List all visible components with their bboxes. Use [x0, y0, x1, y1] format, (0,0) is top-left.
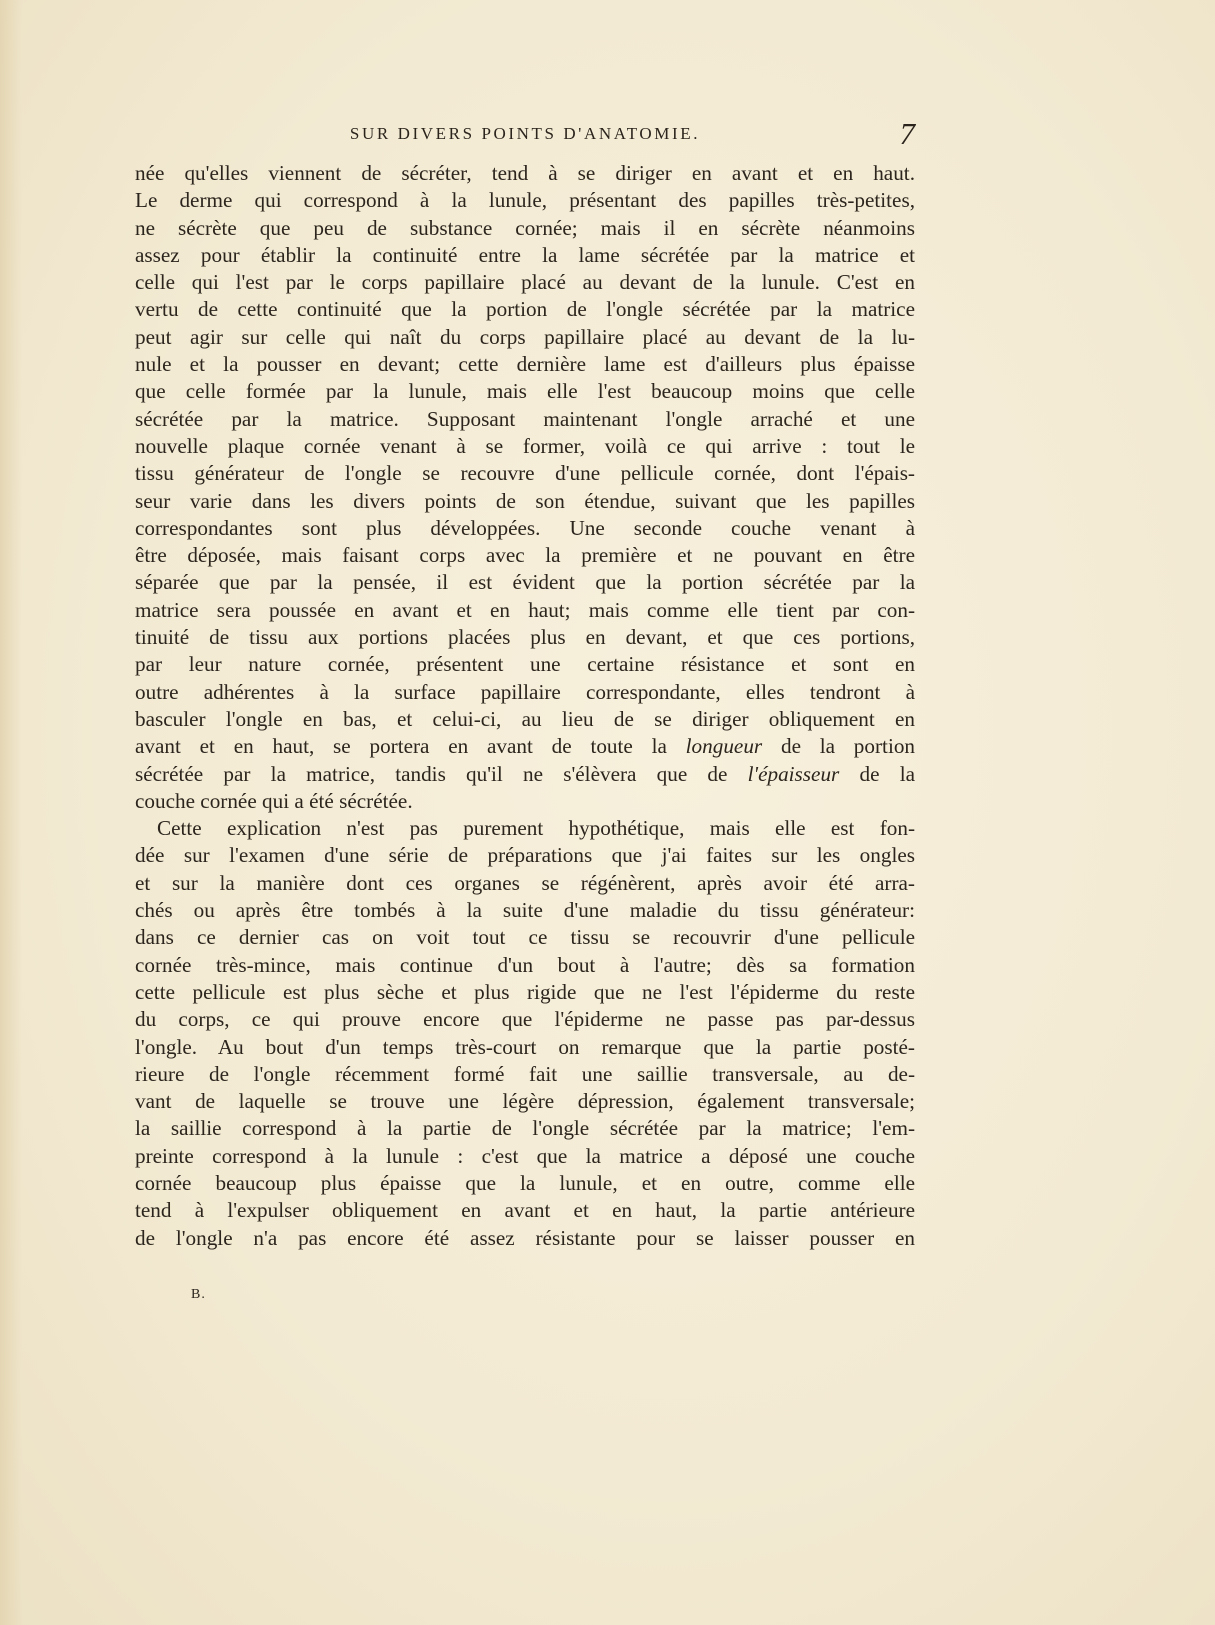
text-line: que celle formée par la lunule, mais elle l'est beaucoup moins que celle [135, 379, 915, 404]
text-line: outre adhérentes à la surface papillaire correspondante, elles tendront à [135, 679, 915, 704]
text-line: dée sur l'examen d'une série de préparations que j'ai faites sur les ongles [135, 843, 915, 868]
text-line: être déposée, mais faisant corps avec la première et ne pouvant en être [135, 543, 915, 568]
text-line: par leur nature cornée, présentent une certaine résistance et sont en [135, 652, 915, 677]
text-line: l'ongle. Au bout d'un temps très-court on remarque que la partie posté- [135, 1034, 915, 1059]
text-line: tend à l'expulser obliquement en avant et en haut, la partie antérieure [135, 1198, 915, 1223]
text-line: seur varie dans les divers points de son étendue, suivant que les papilles [135, 488, 915, 513]
text-line: correspondantes sont plus développées. Une seconde couche venant à [135, 515, 915, 540]
text-segment: de la portion [780, 734, 916, 759]
text-line-mixed [135, 733, 915, 760]
text-line: ne sécrète que peu de substance cornée; mais il en sécrète néanmoins [135, 215, 915, 240]
text-line: peut agir sur celle qui naît du corps papillaire placé au devant de la lu- [135, 324, 915, 349]
text-line: née qu'elles viennent de sécréter, tend à se diriger en avant et en haut. [135, 161, 915, 185]
text-line: preinte correspond à la lunule : c'est que la matrice a déposé une couche [135, 1143, 915, 1168]
text-line: nouvelle plaque cornée venant à se former, voilà ce qui arrive : tout le [135, 433, 915, 458]
text-line: vertu de cette continuité que la portion de l'ongle sécrétée par la matrice [135, 297, 915, 322]
paragraph-end-line: couche cornée qui a été sécrétée. [135, 788, 413, 813]
text-segment: de la [859, 761, 916, 786]
text-line-mixed [135, 761, 915, 788]
text-line: celle qui l'est par le corps papillaire placé au devant de la lunule. C'est en [135, 270, 915, 295]
paragraph-start-line: Cette explication n'est pas purement hypothétique, mais elle est fon- [157, 816, 915, 841]
text-segment: sécrétée par la matrice, tandis qu'il ne s'élèvera que de [135, 761, 728, 786]
text-line: dans ce dernier cas on voit tout ce tissu se recouvrir d'une pellicule [135, 925, 915, 950]
text-line: du corps, ce qui prouve encore que l'épiderme ne passe pas par-dessus [135, 1007, 915, 1032]
italic-word-epaisseur: l'épaisseur [747, 761, 840, 786]
text-segment: avant et en haut, se portera en avant de toute la [135, 734, 667, 759]
text-line: assez pour établir la continuité entre la lame sécrétée par la matrice et [135, 242, 915, 267]
text-line: basculer l'ongle en bas, et celui-ci, au lieu de se diriger obliquement en [135, 706, 915, 731]
signature-mark: B. [191, 1287, 206, 1302]
text-line: nule et la pousser en devant; cette dernière lame est d'ailleurs plus épaisse [135, 352, 915, 377]
text-line: tinuité de tissu aux portions placées plus en devant, et que ces portions, [135, 625, 915, 650]
text-line: matrice sera poussée en avant et en haut; mais comme elle tient par con- [135, 597, 915, 622]
text-line: cette pellicule est plus sèche et plus rigide que ne l'est l'épiderme du reste [135, 979, 915, 1004]
text-line: rieure de l'ongle récemment formé fait une saillie transversale, au de- [135, 1061, 915, 1086]
text-line: tissu générateur de l'ongle se recouvre d'une pellicule cornée, dont l'épais- [135, 461, 915, 486]
text-line: la saillie correspond à la partie de l'ongle sécrétée par la matrice; l'em- [135, 1116, 915, 1141]
text-line: Le derme qui correspond à la lunule, présentant des papilles très-petites, [135, 188, 915, 213]
running-title: SUR DIVERS POINTS D'ANATOMIE. [349, 124, 701, 143]
text-line: cornée beaucoup plus épaisse que la lunule, et en outre, comme elle [135, 1170, 915, 1195]
body-text [135, 160, 915, 1252]
text-line: de l'ongle n'a pas encore été assez résistante pour se laisser pousser en [135, 1225, 915, 1250]
page-gutter-shade [0, 0, 22, 1625]
text-line: séparée que par la pensée, il est évident que la portion sécrétée par la [135, 570, 915, 595]
text-line: et sur la manière dont ces organes se régénèrent, après avoir été arra- [135, 870, 915, 895]
italic-word-longueur: longueur [685, 734, 763, 759]
page-header [135, 116, 915, 151]
text-line: cornée très-mince, mais continue d'un bout à l'autre; dès sa formation [135, 952, 915, 977]
text-line: vant de laquelle se trouve une légère dépression, également transversale; [135, 1089, 915, 1114]
page-number: 7 [899, 116, 915, 151]
text-line: chés ou après être tombés à la suite d'une maladie du tissu générateur: [135, 898, 915, 923]
text-line: sécrétée par la matrice. Supposant maintenant l'ongle arraché et une [135, 406, 915, 431]
